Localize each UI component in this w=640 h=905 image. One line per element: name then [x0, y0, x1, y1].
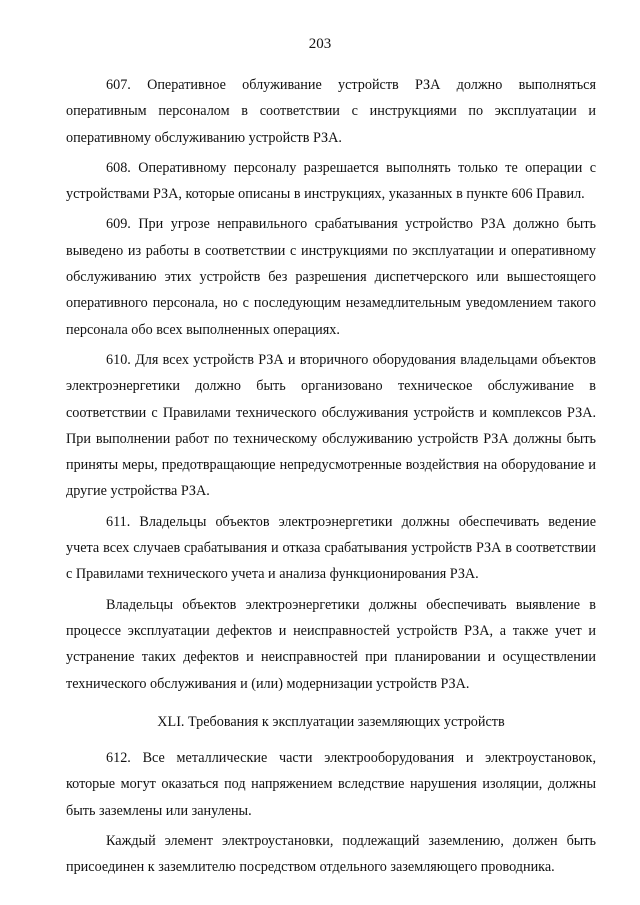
paragraph-612-continued: Каждый элемент электроустановки, подлежащий заземлению, должен быть присоединен к заземлителю посредством отдельного заземляющего проводника.: [66, 833, 596, 876]
paragraph-610: 610. Для всех устройств РЗА и вторичного оборудования владельцами объектов электроэнергетики должно быть организовано техническое обслуживание в соответствии с Правилами технического обслуживания устройств и комплексов РЗА. При выполнении работ по техническому обслуживанию устройств РЗА должны быть приняты меры, предотвращающие непредусмотренные воздействия на оборудование и другие устройства РЗА.: [66, 351, 596, 500]
document-body: [66, 72, 596, 881]
paragraph-609: 609. При угрозе неправильного срабатывания устройство РЗА должно быть выведено из работы в соответствии с инструкциями по эксплуатации и оперативному обслуживанию этих устройств без разрешения диспетчерского или вышестоящего оперативного персонала, но с последующим незамедлительным уведомлением такого персонала обо всех выполненных операциях.: [66, 216, 596, 338]
page-number: 203: [308, 36, 332, 52]
paragraph-611: 611. Владельцы объектов электроэнергетики должны обеспечивать ведение учета всех случаев срабатывания и отказа срабатывания устройств РЗА в соответствии с Правилами технического учета и анализа функционирования РЗА.: [66, 513, 596, 583]
section-heading: XLI. Требования к эксплуатации заземляющих устройств: [157, 713, 505, 730]
paragraph-608: 608. Оперативному персоналу разрешается выполнять только те операции с устройствами РЗА, которые описаны в инструкциях, указанных в пункте 606 Правил.: [66, 159, 596, 203]
paragraph-611-continued: Владельцы объектов электроэнергетики должны обеспечивать выявление в процессе эксплуатации дефектов и неисправностей устройств РЗА, а также учет и устранение таких дефектов и неисправностей при планировании и осуществлении технического обслуживания и (или) модернизации устройств РЗА.: [66, 596, 596, 692]
paragraph-607: 607. Оперативное облуживание устройств РЗА должно выполняться оперативным персоналом в соответствии с инструкциями по эксплуатации и оперативному обслуживанию устройств РЗА.: [66, 77, 596, 146]
paragraph-612: 612. Все металлические части электрооборудования и электроустановок, которые могут оказаться под напряжением вследствие нарушения изоляции, должны быть заземлены или занулены.: [66, 750, 596, 819]
